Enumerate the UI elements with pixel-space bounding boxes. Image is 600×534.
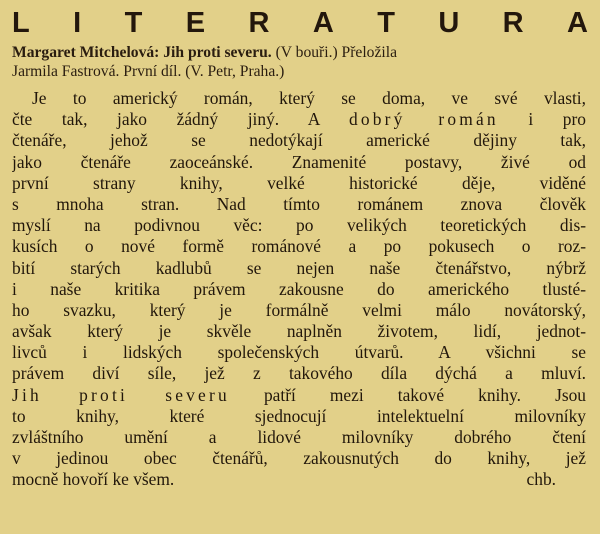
text-line: Je to americký román, který se doma, ve své vlasti,	[32, 88, 586, 108]
heading-letter: I	[73, 7, 82, 39]
text-line: jako čtenáře zaoceánské. Znamenité postavy, živé od	[12, 151, 586, 172]
text-line	[12, 109, 586, 130]
bib-translator: (V bouři.) Přeložila	[271, 44, 397, 61]
heading-letter: U	[438, 7, 460, 39]
text-line: bití starých kadlubů se nejen naše čtenářstvo, nýbrž	[12, 257, 586, 278]
text-line: v jedinou obec čtenářů, zakousnutých do knihy, jež	[12, 448, 586, 469]
text-line: avšak který je skvěle naplněn životem, lidí, jednot-	[12, 321, 586, 342]
heading-letter: A	[567, 7, 588, 39]
heading-letter: T	[377, 7, 395, 39]
text-line: čtenáře, jehož se nedotýkají americké dějiny tak,	[12, 130, 586, 151]
heading-letter: R	[248, 7, 270, 39]
text-line: ho svazku, který je formálně velmi málo novátorský,	[12, 299, 586, 320]
spaced-emphasis: dobrý román	[348, 109, 499, 130]
bib-line-1	[12, 43, 592, 62]
reviewer-signature: chb.	[526, 469, 556, 490]
text-line: zvláštního umění a lidové milovníky dobrého čtení	[12, 427, 586, 447]
text-line: první strany knihy, velké historické děje, viděné	[12, 172, 586, 193]
text-line: právem diví síle, jež z takového díla dýchá a mluví.	[12, 363, 586, 384]
text-line: kusích o nové formě románové a po pokusech o roz-	[12, 236, 586, 257]
text-fragment: mocně hovoří ke všem.	[12, 469, 175, 490]
heading-letter: E	[185, 7, 206, 39]
text-fragment: patří mezi takové knihy. Jsou	[229, 384, 586, 405]
spaced-book-title: Jih proti severu	[12, 384, 230, 405]
text-fragment: čte tak, jako žádný jiný. A	[12, 109, 349, 130]
text-line: to knihy, které sjednocují intelektuelní milovníky	[12, 405, 586, 426]
bib-line-2: Jarmila Fastrová. První díl. (V. Petr, Praha.)	[12, 63, 285, 80]
heading-letter: A	[312, 7, 334, 39]
heading-letter: L	[12, 7, 30, 39]
section-heading	[12, 6, 588, 40]
text-line-final	[12, 469, 586, 490]
text-line: myslí na podivnou věc: po velikých teoretických dis-	[12, 215, 586, 236]
heading-letter: T	[124, 7, 143, 39]
text-line: i naše kritika právem zakousne do amerického tlusté-	[12, 278, 586, 299]
bibliographic-entry	[12, 43, 592, 81]
text-line	[12, 385, 586, 406]
text-fragment: i pro	[498, 109, 586, 130]
book-author-title: Margaret Mitchelová: Jih proti severu.	[12, 44, 272, 61]
text-line: s mnoha stran. Nad tímto románem znova člověk	[12, 193, 586, 214]
heading-letter: R	[502, 7, 524, 39]
text-line: livců i lidských společenských útvarů. A všichni se	[12, 342, 586, 363]
section-heading-letters	[12, 6, 588, 40]
review-text	[12, 88, 586, 491]
